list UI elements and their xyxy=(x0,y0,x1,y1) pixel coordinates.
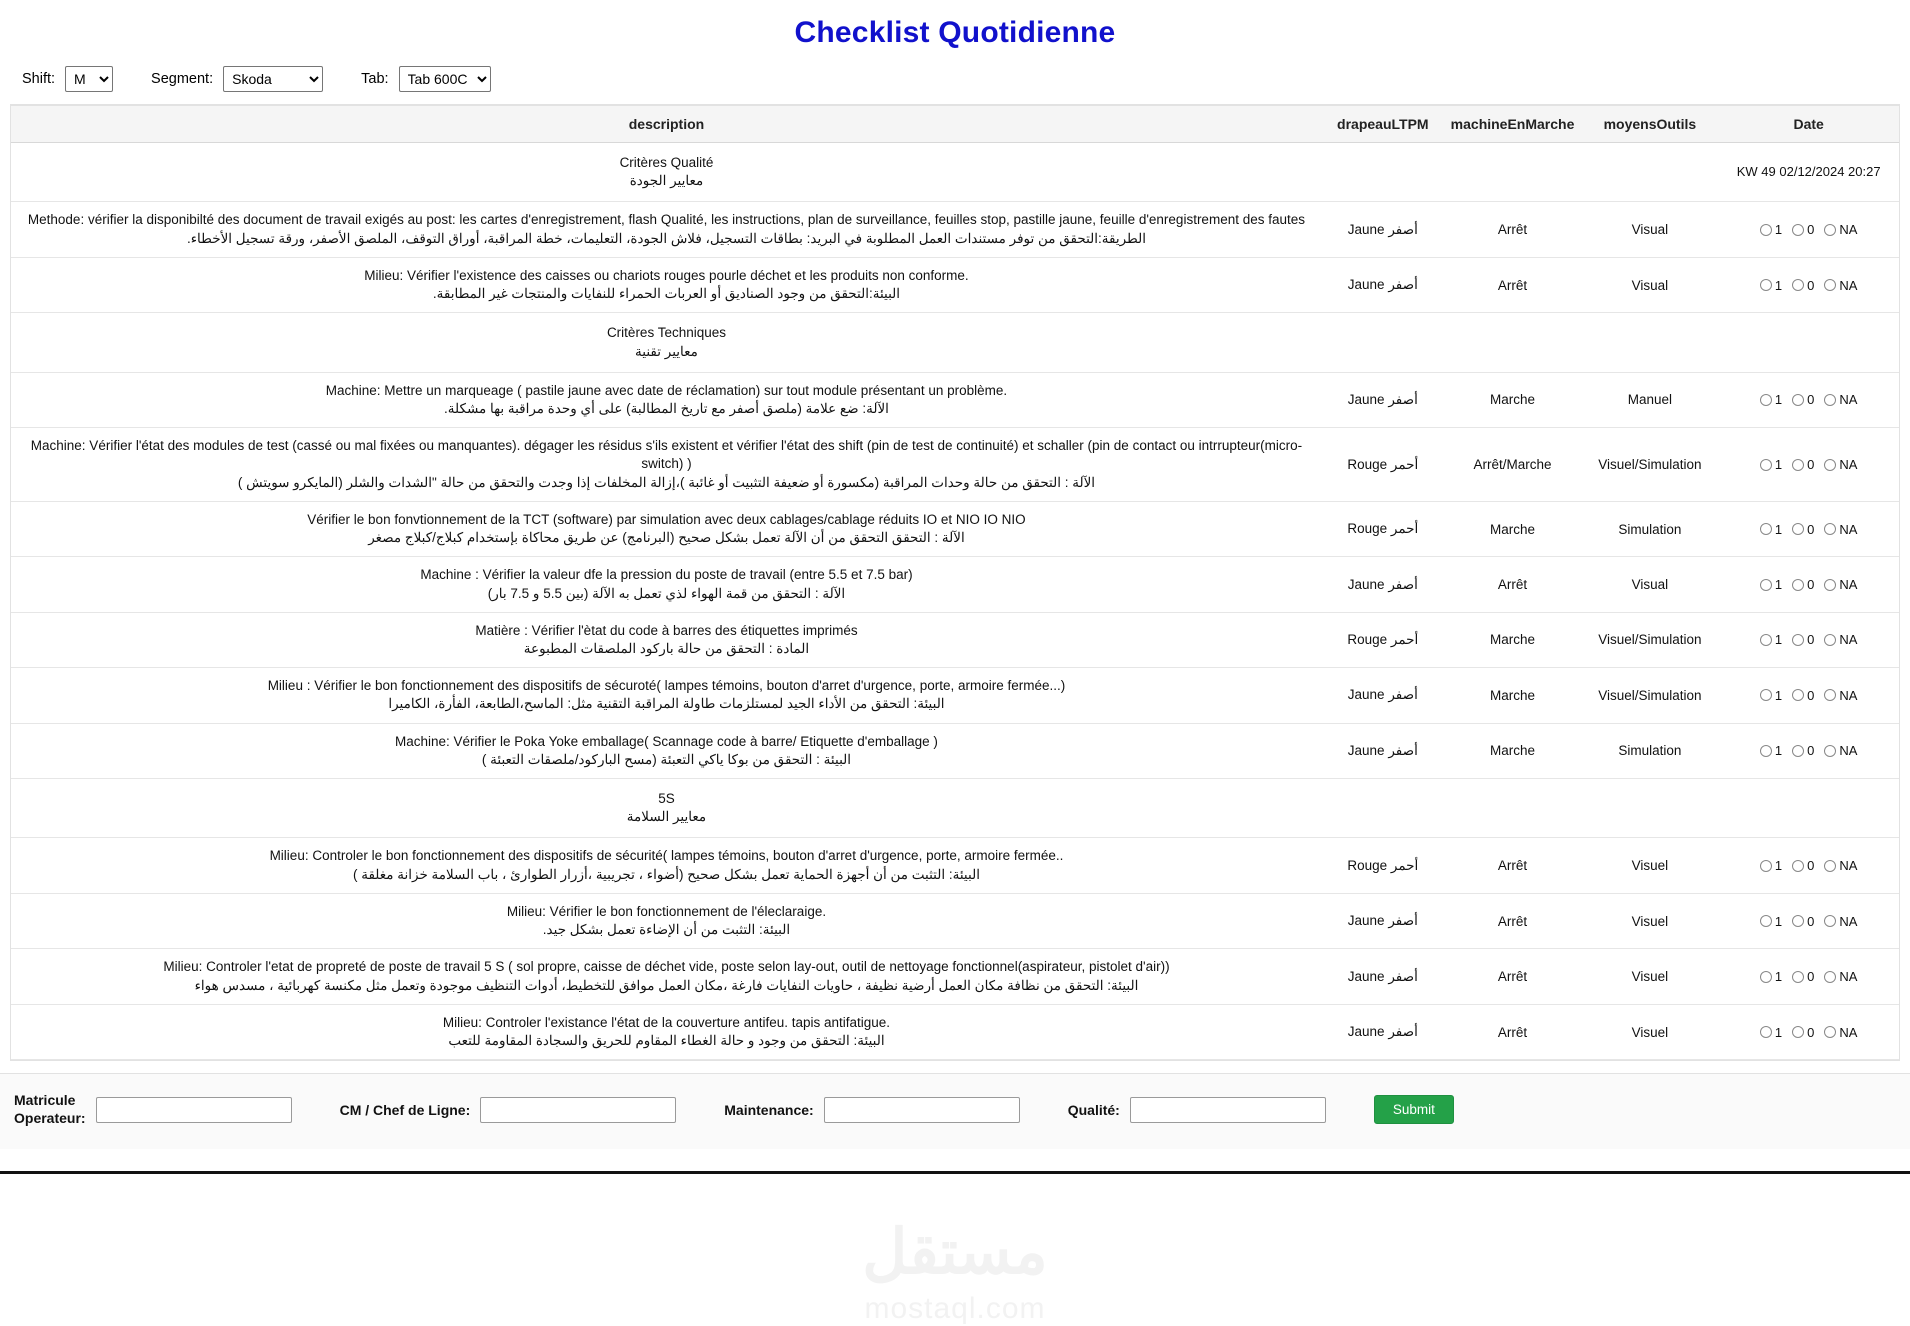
cell-drapeauLTPM: Jaune أصفر xyxy=(1322,723,1444,778)
cell-drapeauLTPM xyxy=(1322,143,1444,202)
description-fr: Machine: Mettre un marqueage ( pastile jaune avec date de réclamation) sur tout module présentant un problème. xyxy=(325,382,1008,398)
column-header-machineEnMarche: machineEnMarche xyxy=(1444,106,1582,143)
radio-option-1[interactable] xyxy=(1760,914,1782,929)
radio-option-label: NA xyxy=(1839,743,1858,759)
table-row xyxy=(11,372,1899,427)
cell-moyensOutils: Simulation xyxy=(1581,501,1718,556)
description-ar: الآلة : التحقق من حالة وحدات المراقبة (مكسورة أو ضعيفة التثبيت أو غائبة )،إزالة المخلفات إذا وجدت والتحقق من حالة "الشدات والشلر (المايكرو سويتش ) xyxy=(237,474,1096,490)
cell-date xyxy=(1718,612,1899,667)
cell-drapeauLTPM: Rouge أحمر xyxy=(1322,428,1444,502)
radio-option-label: NA xyxy=(1839,913,1858,929)
cell-date xyxy=(1718,257,1899,312)
cell-drapeauLTPM: Jaune أصفر xyxy=(1322,372,1444,427)
description-fr: Milieu : Vérifier le bon fonctionnement des dispositifs de sécuroté( lampes témoins, bouton d'arret d'urgence, porte, armoire fermée...) xyxy=(267,678,1066,694)
cell-description xyxy=(11,723,1322,778)
radio-option-label: 1 xyxy=(1774,222,1783,238)
maintenance-input[interactable] xyxy=(824,1097,1020,1123)
page-divider xyxy=(0,1171,1910,1174)
description-fr: Matière : Vérifier l'ètat du code à barres des étiquettes imprimés xyxy=(475,622,858,638)
cell-date xyxy=(1718,838,1899,893)
table-row xyxy=(11,612,1899,667)
description-ar: معايير الجودة xyxy=(629,173,704,189)
radio-option-label: 0 xyxy=(1807,521,1815,537)
description-ar: البيئة : التحقق من بوكا ياكي التعبئة (مسح الباركود/ملصقات التعبئة ) xyxy=(481,751,852,767)
radio-button-icon[interactable] xyxy=(1760,634,1772,646)
radio-option-1[interactable] xyxy=(1760,577,1782,592)
radio-option-0[interactable] xyxy=(1792,632,1814,647)
description-fr: 5S xyxy=(658,791,675,807)
table-row xyxy=(11,1004,1899,1059)
description-ar: الآلة : التحقق من قمة الهواء لذي تعمل به الآلة (بين 5.5 و 7.5 بار) xyxy=(487,585,846,601)
cell-description xyxy=(11,668,1322,723)
qualite-label: Qualité: xyxy=(1067,1101,1120,1118)
radio-option-label: NA xyxy=(1839,858,1858,874)
radio-option-label: 0 xyxy=(1807,1024,1815,1040)
cell-moyensOutils: Visual xyxy=(1581,202,1718,257)
cell-description xyxy=(11,612,1322,667)
radio-button-icon[interactable] xyxy=(1824,745,1836,757)
cell-date xyxy=(1718,143,1899,202)
radio-option-label: NA xyxy=(1839,577,1858,592)
table-row xyxy=(11,501,1899,556)
cell-machineEnMarche: Marche xyxy=(1444,501,1582,556)
date-value: KW 49 02/12/2024 20:27 xyxy=(1736,164,1881,180)
radio-button-icon[interactable] xyxy=(1792,459,1804,471)
cell-description xyxy=(11,143,1322,202)
radio-button-icon[interactable] xyxy=(1760,279,1772,291)
cell-moyensOutils: Manuel xyxy=(1581,372,1718,427)
radio-option-label: 0 xyxy=(1807,222,1815,238)
cell-description xyxy=(11,949,1322,1004)
radio-option-1[interactable] xyxy=(1760,392,1782,407)
cell-date xyxy=(1718,949,1899,1004)
description-ar: المادة : التحقق من حالة باركود الملصقات المطبوعة xyxy=(523,640,810,656)
page-title: Checklist Quotidienne xyxy=(794,16,1116,49)
radio-option-1[interactable] xyxy=(1760,1025,1782,1040)
cell-moyensOutils xyxy=(1581,779,1718,838)
radio-option-label: NA xyxy=(1839,277,1858,293)
radio-option-NA[interactable] xyxy=(1824,688,1857,703)
cell-date xyxy=(1718,1004,1899,1059)
description-ar: البيئة: التحقق من نظافة مكان العمل أرضية نظيفة ، حاويات النفايات فارغة ،مكان العمل موافق للتخطيط، أدوات التنظيف موجودة وتعمل مثل مكنسة كهربائية ، مسدس هواء xyxy=(194,977,1139,993)
cell-description xyxy=(11,501,1322,556)
radio-button-icon[interactable] xyxy=(1760,579,1772,591)
cell-description xyxy=(11,838,1322,893)
radio-option-NA[interactable] xyxy=(1824,278,1857,293)
cell-machineEnMarche: Marche xyxy=(1444,723,1582,778)
radio-option-1[interactable] xyxy=(1760,457,1782,472)
radio-option-label: 1 xyxy=(1774,687,1783,703)
submit-button[interactable]: Submit xyxy=(1374,1095,1454,1124)
status-radio-group[interactable] xyxy=(1726,457,1891,472)
cell-date xyxy=(1718,372,1899,427)
radio-option-0[interactable] xyxy=(1792,222,1814,237)
description-fr: Milieu: Controler le bon fonctionnement des dispositifs de sécurité( lampes témoins, bouton d'arret d'urgence, porte, armoire fermée.. xyxy=(269,848,1064,864)
cell-date xyxy=(1718,501,1899,556)
radio-option-NA[interactable] xyxy=(1824,392,1857,407)
radio-option-label: 0 xyxy=(1807,392,1815,408)
cell-date xyxy=(1718,313,1899,372)
radio-button-icon[interactable] xyxy=(1792,224,1804,236)
radio-option-NA[interactable] xyxy=(1824,577,1857,592)
table-body xyxy=(11,143,1899,1060)
cell-date xyxy=(1718,723,1899,778)
radio-button-icon[interactable] xyxy=(1792,745,1804,757)
radio-button-icon[interactable] xyxy=(1760,224,1772,236)
radio-option-NA[interactable] xyxy=(1824,1025,1857,1040)
radio-option-NA[interactable] xyxy=(1824,457,1857,472)
cell-machineEnMarche xyxy=(1444,313,1582,372)
cell-drapeauLTPM: Jaune أصفر xyxy=(1322,949,1444,1004)
radio-option-label: 1 xyxy=(1774,858,1783,874)
cell-machineEnMarche: Arrêt xyxy=(1444,257,1582,312)
cell-machineEnMarche: Arrêt xyxy=(1444,838,1582,893)
radio-button-icon[interactable] xyxy=(1824,579,1836,591)
radio-option-NA[interactable] xyxy=(1824,743,1857,758)
radio-button-icon[interactable] xyxy=(1824,224,1836,236)
description-fr: Milieu: Controler l'existance l'état de la couverture antifeu. tapis antifatigue. xyxy=(442,1014,891,1030)
cell-machineEnMarche: Marche xyxy=(1444,372,1582,427)
description-ar: الآلة : التحقق التحقق من أن الآلة تعمل بشكل صحيح (البرنامج) عن طريق محاكاة بإستخدام كبلاج/كبلاج مصغر xyxy=(368,530,965,546)
radio-button-icon[interactable] xyxy=(1824,915,1836,927)
cell-drapeauLTPM: Jaune أصفر xyxy=(1322,257,1444,312)
radio-option-0[interactable] xyxy=(1792,392,1814,407)
cell-drapeauLTPM: Rouge أحمر xyxy=(1322,612,1444,667)
table-section-row xyxy=(11,779,1899,838)
table-row xyxy=(11,557,1899,612)
radio-option-label: NA xyxy=(1839,1024,1858,1040)
description-ar: البيئة: التثبت من أن الإضاءة تعمل بشكل جيد. xyxy=(542,922,791,938)
cm-chef-de-ligne-input[interactable] xyxy=(480,1097,676,1123)
radio-option-1[interactable] xyxy=(1760,278,1782,293)
cell-date xyxy=(1718,668,1899,723)
radio-option-label: 0 xyxy=(1807,577,1815,592)
cell-moyensOutils: Visuel xyxy=(1581,838,1718,893)
description-fr: Machine: Vérifier le Poka Yoke emballage( Scannage code à barre/ Etiquette d'emballage ) xyxy=(395,733,938,749)
radio-option-label: 0 xyxy=(1807,969,1815,985)
radio-option-0[interactable] xyxy=(1792,278,1814,293)
radio-option-label: 0 xyxy=(1807,632,1815,648)
radio-option-1[interactable] xyxy=(1760,222,1782,237)
watermark-logo: مستقل xyxy=(862,1218,1048,1288)
column-header-description: description xyxy=(11,106,1322,143)
radio-button-icon[interactable] xyxy=(1792,860,1804,872)
cell-date xyxy=(1718,557,1899,612)
cell-drapeauLTPM: Rouge أحمر xyxy=(1322,838,1444,893)
radio-button-icon[interactable] xyxy=(1792,579,1804,591)
description-ar: معايير السلامة xyxy=(626,809,707,825)
radio-button-icon[interactable] xyxy=(1760,523,1772,535)
radio-option-0[interactable] xyxy=(1792,522,1814,537)
cell-description xyxy=(11,257,1322,312)
radio-option-0[interactable] xyxy=(1792,457,1814,472)
radio-button-icon[interactable] xyxy=(1760,860,1772,872)
cell-drapeauLTPM: Rouge أحمر xyxy=(1322,501,1444,556)
table-row xyxy=(11,202,1899,257)
radio-option-label: NA xyxy=(1839,521,1858,537)
radio-option-0[interactable] xyxy=(1792,688,1814,703)
radio-option-label: NA xyxy=(1839,969,1858,985)
radio-button-icon[interactable] xyxy=(1760,915,1772,927)
radio-button-icon[interactable] xyxy=(1824,634,1836,646)
radio-option-1[interactable] xyxy=(1760,632,1782,647)
description-ar: البيئة:التحقق من وجود الصناديق أو العربات الحمراء للنفايات والمنتجات غير المطابقة. xyxy=(432,286,901,302)
status-radio-group[interactable] xyxy=(1726,632,1891,647)
description-ar: البيئة: التحقق من الأداء الجيد لمستلزمات طاولة المراقبة التقنية مثل: الماسح،الطابعة، الفأرة، الكاميرا xyxy=(388,696,945,712)
radio-button-icon[interactable] xyxy=(1760,745,1772,757)
radio-option-0[interactable] xyxy=(1792,858,1814,873)
description-fr: Critères Techniques xyxy=(606,325,726,341)
radio-option-label: 0 xyxy=(1807,457,1815,473)
cell-moyensOutils: Visual xyxy=(1581,557,1718,612)
cm-chef-de-ligne-label: CM / Chef de Ligne: xyxy=(339,1101,471,1118)
tab-select[interactable] xyxy=(399,66,491,92)
radio-option-NA[interactable] xyxy=(1824,522,1857,537)
tab-label: Tab: xyxy=(361,71,389,87)
radio-button-icon[interactable] xyxy=(1760,394,1772,406)
radio-option-label: 1 xyxy=(1774,1024,1783,1040)
radio-option-0[interactable] xyxy=(1792,969,1814,984)
table-row xyxy=(11,893,1899,948)
matricule-label-line2: Operateur: xyxy=(14,1109,86,1126)
status-radio-group[interactable] xyxy=(1726,278,1891,293)
cell-description xyxy=(11,779,1322,838)
signature-footer xyxy=(0,1073,1910,1149)
radio-button-icon[interactable] xyxy=(1824,523,1836,535)
status-radio-group[interactable] xyxy=(1726,577,1891,592)
description-fr: Machine: Vérifier l'état des modules de test (cassé ou mal fixées ou manquantes). dégager les résidus s'ils existent et vérifier l'état des shift (pin de test de continuité) et schaller (pin de contact ou intrrupteur(micro-switch) ) xyxy=(30,438,1303,472)
status-radio-group[interactable] xyxy=(1726,222,1891,237)
radio-option-NA[interactable] xyxy=(1824,969,1857,984)
cell-moyensOutils xyxy=(1581,143,1718,202)
radio-option-0[interactable] xyxy=(1792,577,1814,592)
segment-select[interactable] xyxy=(223,66,323,92)
cell-moyensOutils: Visuel/Simulation xyxy=(1581,668,1718,723)
status-radio-group[interactable] xyxy=(1726,688,1891,703)
radio-button-icon[interactable] xyxy=(1824,459,1836,471)
radio-option-label: NA xyxy=(1839,687,1858,703)
qualite-input[interactable] xyxy=(1130,1097,1326,1123)
cell-date xyxy=(1718,428,1899,502)
radio-button-icon[interactable] xyxy=(1792,971,1804,983)
radio-option-1[interactable] xyxy=(1760,522,1782,537)
cell-machineEnMarche: Arrêt/Marche xyxy=(1444,428,1582,502)
cell-machineEnMarche: Marche xyxy=(1444,612,1582,667)
table-section-row xyxy=(11,143,1899,202)
radio-option-label: 1 xyxy=(1774,277,1783,293)
radio-option-label: 1 xyxy=(1774,969,1783,985)
table-row xyxy=(11,428,1899,502)
description-fr: Critères Qualité xyxy=(619,155,714,170)
cell-drapeauLTPM: Jaune أصفر xyxy=(1322,893,1444,948)
radio-option-1[interactable] xyxy=(1760,743,1782,758)
radio-button-icon[interactable] xyxy=(1792,915,1804,927)
table-row xyxy=(11,668,1899,723)
cell-moyensOutils: Visuel xyxy=(1581,949,1718,1004)
radio-option-label: NA xyxy=(1839,457,1858,473)
radio-option-NA[interactable] xyxy=(1824,914,1857,929)
checklist-table-wrapper xyxy=(10,104,1900,1061)
radio-option-label: 0 xyxy=(1807,277,1815,293)
description-ar: الآلة: ضع علامة (ملصق أصفر مع تاريخ المطالبة) على أي وحدة مراقبة بها مشكلة. xyxy=(444,400,889,416)
description-fr: Milieu: Controler l'etat de propreté de poste de travail 5 S ( sol propre, caisse de déchet vide, poste selon lay-out, outil de nettoyage fonctionnel(aspirateur, pistolet d'air)) xyxy=(163,959,1170,975)
radio-option-label: 0 xyxy=(1807,913,1815,929)
cell-drapeauLTPM: Jaune أصفر xyxy=(1322,668,1444,723)
description-ar: الطريقة:التحقق من توفر مستندات العمل المطلوبة في البريد: بطاقات التسجيل، فلاش الجودة، التعليمات، خطة المراقبة، أوراق التوقف، الملصق الأصفر، ورقة تسجيل الأخطاء. xyxy=(186,230,1146,246)
cell-description xyxy=(11,372,1322,427)
cell-moyensOutils: Visuel xyxy=(1581,1004,1718,1059)
radio-option-NA[interactable] xyxy=(1824,222,1857,237)
description-fr: Machine : Vérifier la valeur dfe la pression du poste de travail (entre 5.5 et 7.5 bar) xyxy=(420,567,913,583)
status-radio-group[interactable] xyxy=(1726,858,1891,873)
cell-drapeauLTPM xyxy=(1322,779,1444,838)
checklist-table xyxy=(11,105,1899,1060)
status-radio-group[interactable] xyxy=(1726,743,1891,758)
cell-description xyxy=(11,313,1322,372)
cell-description xyxy=(11,1004,1322,1059)
cell-drapeauLTPM: Jaune أصفر xyxy=(1322,202,1444,257)
cell-machineEnMarche: Arrêt xyxy=(1444,1004,1582,1059)
column-header-drapeauLTPM: drapeauLTPM xyxy=(1322,106,1444,143)
cell-machineEnMarche xyxy=(1444,143,1582,202)
table-header-row xyxy=(11,106,1899,143)
cell-machineEnMarche xyxy=(1444,779,1582,838)
status-radio-group[interactable] xyxy=(1726,969,1891,984)
cell-drapeauLTPM xyxy=(1322,313,1444,372)
cell-description xyxy=(11,893,1322,948)
status-radio-group[interactable] xyxy=(1726,1025,1891,1040)
radio-option-label: 1 xyxy=(1774,521,1783,537)
cell-machineEnMarche: Arrêt xyxy=(1444,949,1582,1004)
radio-option-label: NA xyxy=(1839,632,1858,648)
radio-button-icon[interactable] xyxy=(1824,394,1836,406)
description-fr: Milieu: Vérifier l'existence des caisses ou chariots rouges pourle déchet et les produits non conforme. xyxy=(364,267,969,283)
radio-option-1[interactable] xyxy=(1760,858,1782,873)
radio-button-icon[interactable] xyxy=(1760,459,1772,471)
description-ar: البيئة: التثبت من أن أجهزة الحماية تعمل بشكل صحيح (أضواء ، تجريبية ،أزرار الطوارئ ، باب السلامة خزانة مغلقة ) xyxy=(352,866,980,882)
segment-label: Segment: xyxy=(151,71,214,87)
radio-button-icon[interactable] xyxy=(1792,1026,1804,1038)
radio-option-NA[interactable] xyxy=(1824,858,1857,873)
radio-button-icon[interactable] xyxy=(1792,689,1804,701)
radio-button-icon[interactable] xyxy=(1760,1026,1772,1038)
table-row xyxy=(11,723,1899,778)
cell-machineEnMarche: Arrêt xyxy=(1444,893,1582,948)
column-header-date: Date xyxy=(1718,106,1899,143)
radio-option-label: 1 xyxy=(1774,577,1783,592)
cell-date xyxy=(1718,202,1899,257)
cell-machineEnMarche: Arrêt xyxy=(1444,557,1582,612)
radio-button-icon[interactable] xyxy=(1824,860,1836,872)
radio-button-icon[interactable] xyxy=(1792,634,1804,646)
radio-option-label: NA xyxy=(1839,222,1858,238)
table-row xyxy=(11,257,1899,312)
cell-drapeauLTPM: Jaune أصفر xyxy=(1322,557,1444,612)
radio-button-icon[interactable] xyxy=(1824,971,1836,983)
radio-button-icon[interactable] xyxy=(1792,279,1804,291)
watermark-text: mostaql.com xyxy=(864,1292,1046,1326)
cell-moyensOutils: Visual xyxy=(1581,257,1718,312)
status-radio-group[interactable] xyxy=(1726,522,1891,537)
table-row xyxy=(11,838,1899,893)
radio-option-label: 0 xyxy=(1807,858,1815,874)
cell-date xyxy=(1718,779,1899,838)
radio-option-0[interactable] xyxy=(1792,1025,1814,1040)
radio-button-icon[interactable] xyxy=(1760,689,1772,701)
table-row xyxy=(11,949,1899,1004)
cell-moyensOutils: Visuel xyxy=(1581,893,1718,948)
radio-option-label: 0 xyxy=(1807,687,1815,703)
radio-option-1[interactable] xyxy=(1760,969,1782,984)
cell-description xyxy=(11,428,1322,502)
cell-description xyxy=(11,557,1322,612)
radio-button-icon[interactable] xyxy=(1760,971,1772,983)
description-fr: Vérifier le bon fonvtionnement de la TCT (software) par simulation avec deux cablages/cablage réduits IO et NIO IO NIO xyxy=(307,511,1026,527)
radio-button-icon[interactable] xyxy=(1824,279,1836,291)
radio-option-0[interactable] xyxy=(1792,914,1814,929)
description-fr: Milieu: Vérifier le bon fonctionnement de l'éleclaraige. xyxy=(506,903,827,919)
cell-description xyxy=(11,202,1322,257)
radio-option-label: 1 xyxy=(1774,632,1783,648)
radio-option-label: 1 xyxy=(1774,392,1783,408)
cell-date xyxy=(1718,893,1899,948)
cell-moyensOutils: Simulation xyxy=(1581,723,1718,778)
table-section-row xyxy=(11,313,1899,372)
filter-controls xyxy=(0,56,1910,100)
status-radio-group[interactable] xyxy=(1726,914,1891,929)
matricule-operateur-input[interactable] xyxy=(96,1097,292,1123)
radio-button-icon[interactable] xyxy=(1824,1026,1836,1038)
radio-button-icon[interactable] xyxy=(1792,394,1804,406)
cell-moyensOutils: Visuel/Simulation xyxy=(1581,428,1718,502)
cell-drapeauLTPM: Jaune أصفر xyxy=(1322,1004,1444,1059)
description-ar: معايير تقنية xyxy=(635,343,698,359)
column-header-moyensOutils: moyensOutils xyxy=(1581,106,1718,143)
radio-button-icon[interactable] xyxy=(1824,689,1836,701)
shift-select[interactable] xyxy=(65,66,113,92)
radio-option-NA[interactable] xyxy=(1824,632,1857,647)
radio-option-label: 0 xyxy=(1807,743,1815,759)
radio-option-label: 1 xyxy=(1774,913,1783,929)
maintenance-label: Maintenance: xyxy=(724,1101,814,1118)
radio-option-label: 1 xyxy=(1774,743,1783,759)
radio-option-label: 1 xyxy=(1774,457,1783,473)
cell-machineEnMarche: Arrêt xyxy=(1444,202,1582,257)
radio-option-1[interactable] xyxy=(1760,688,1782,703)
description-fr: Methode: vérifier la disponibilté des document de travail exigés au post: les cartes d'enregistrement, flash Qualité, les instructions, plan de surveillance, feuilles stop, pastille jaune, feuille d'enregistrement des fautes xyxy=(27,212,1306,228)
radio-option-label: NA xyxy=(1839,392,1858,408)
watermark xyxy=(0,1218,1910,1326)
cell-machineEnMarche: Marche xyxy=(1444,668,1582,723)
radio-button-icon[interactable] xyxy=(1792,523,1804,535)
shift-label: Shift: xyxy=(22,71,56,87)
radio-option-0[interactable] xyxy=(1792,743,1814,758)
description-ar: البيئة: التحقق من وجود و حالة الغطاء المقاوم للحريق والسجادة المقاومة للتعب xyxy=(448,1033,885,1048)
matricule-label-line1: Matricule xyxy=(14,1092,76,1109)
cell-moyensOutils xyxy=(1581,313,1718,372)
table-header xyxy=(11,106,1899,143)
matricule-operateur-label xyxy=(14,1092,86,1127)
status-radio-group[interactable] xyxy=(1726,392,1891,407)
cell-moyensOutils: Visuel/Simulation xyxy=(1581,612,1718,667)
